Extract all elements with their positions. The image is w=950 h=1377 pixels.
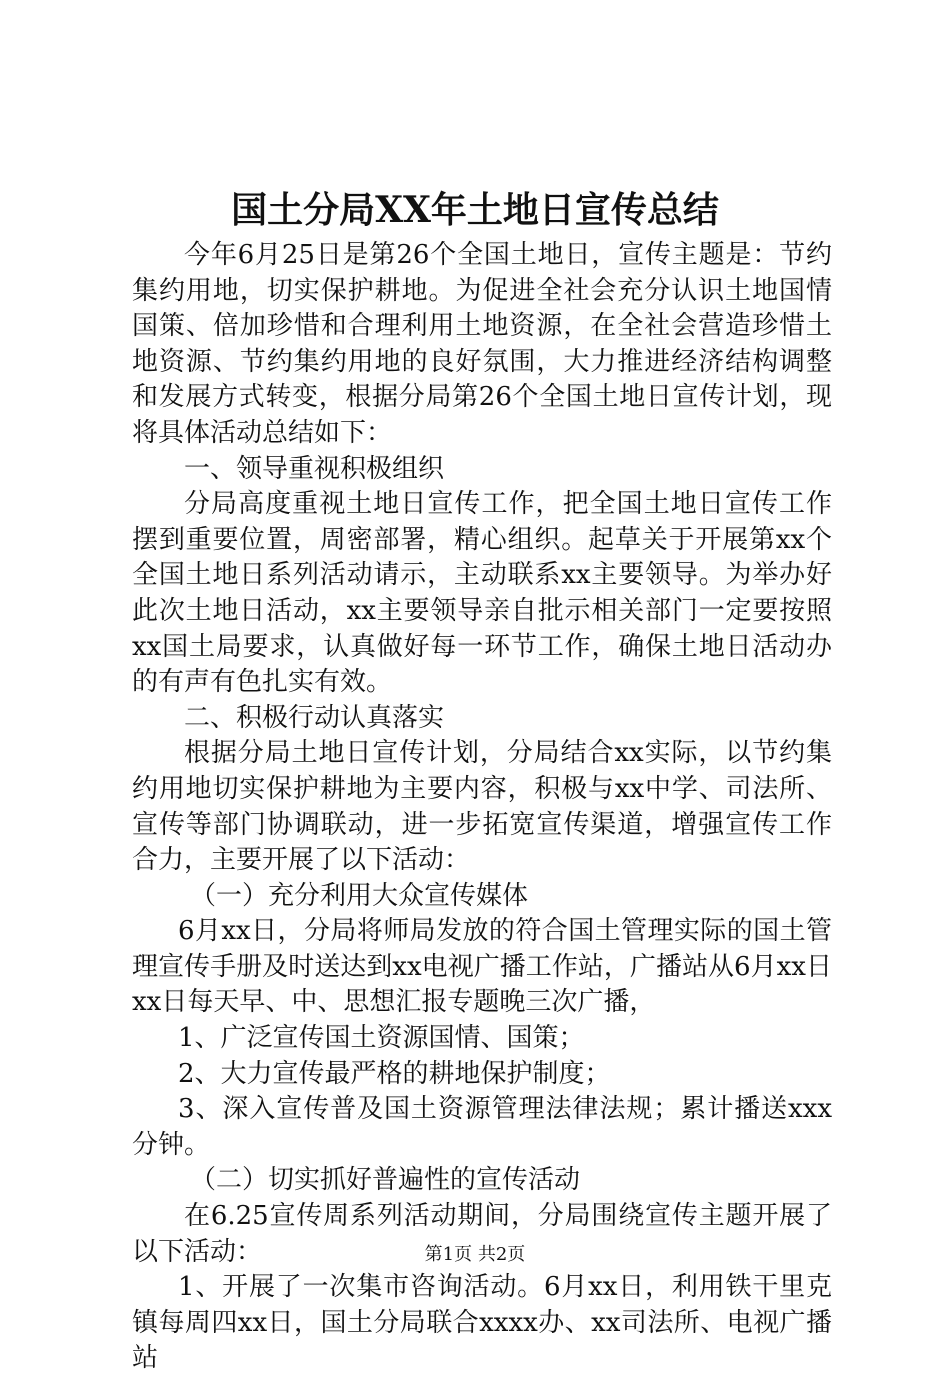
list-item: 3、深入宣传普及国土资源管理法律法规；累计播送xxx分钟。 <box>132 1094 832 1160</box>
body-paragraph: 在6.25宣传周系列活动期间，分局围绕宣传主题开展了以下活动： <box>132 1201 832 1267</box>
list-item: 1、广泛宣传国土资源国情、国策； <box>178 1023 585 1054</box>
body-paragraph: 根据分局土地日宣传计划，分局结合xx实际，以节约集约用地切实保护耕地为主要内容，积极与xx中学、司法所、宣传等部门协调联动，进一步拓宽宣传渠道，增强宣传工作合力，主要开展了以下活动： <box>132 738 832 876</box>
section-heading-1: 一、领导重视积极组织 <box>184 453 445 484</box>
section-heading-2: 二、积极行动认真落实 <box>184 702 445 733</box>
body-paragraph: 6月xx日，分局将师局发放的符合国土管理实际的国土管理宣传手册及时送达到xx电视广播工作站，广播站从6月xx日xx日每天早、中、思想汇报专题晚三次广播， <box>132 916 832 1018</box>
page-number-footer: 第1页 共2页 <box>424 1244 526 1265</box>
intro-paragraph: 今年6月25日是第26个全国土地日，宣传主题是：节约集约用地，切实保护耕地。为促进全社会充分认识土地国情国策、倍加珍惜和合理利用土地资源，在全社会营造珍惜土地资源、节约集约用地的良好氛围，大力推进经济结构调整和发展方式转变，根据分局第26个全国土地日宣传计划，现将具体活动总结如下： <box>132 240 832 448</box>
subsection-heading-2: （二）切实抓好普遍性的宣传活动 <box>190 1165 581 1196</box>
document-title: 国土分局XX年土地日宣传总结 <box>231 189 719 231</box>
subsection-heading-1: （一）充分利用大众宣传媒体 <box>190 880 529 911</box>
document-body <box>132 238 832 1377</box>
list-item: 1、开展了一次集市咨询活动。6月xx日，利用铁干里克镇每周四xx日，国土分局联合xxxx办、xx司法所、电视广播站 <box>132 1272 832 1374</box>
list-item: 2、大力宣传最严格的耕地保护制度； <box>178 1058 611 1089</box>
body-paragraph: 分局高度重视土地日宣传工作，把全国土地日宣传工作摆到重要位置，周密部署，精心组织。起草关于开展第xx个全国土地日系列活动请示，主动联系xx主要领导。为举办好此次土地日活动，xx主要领导亲自批示相关部门一定要按照xx国土局要求，认真做好每一环节工作，确保土地日活动办的有声有色扎实有效。 <box>132 489 832 698</box>
